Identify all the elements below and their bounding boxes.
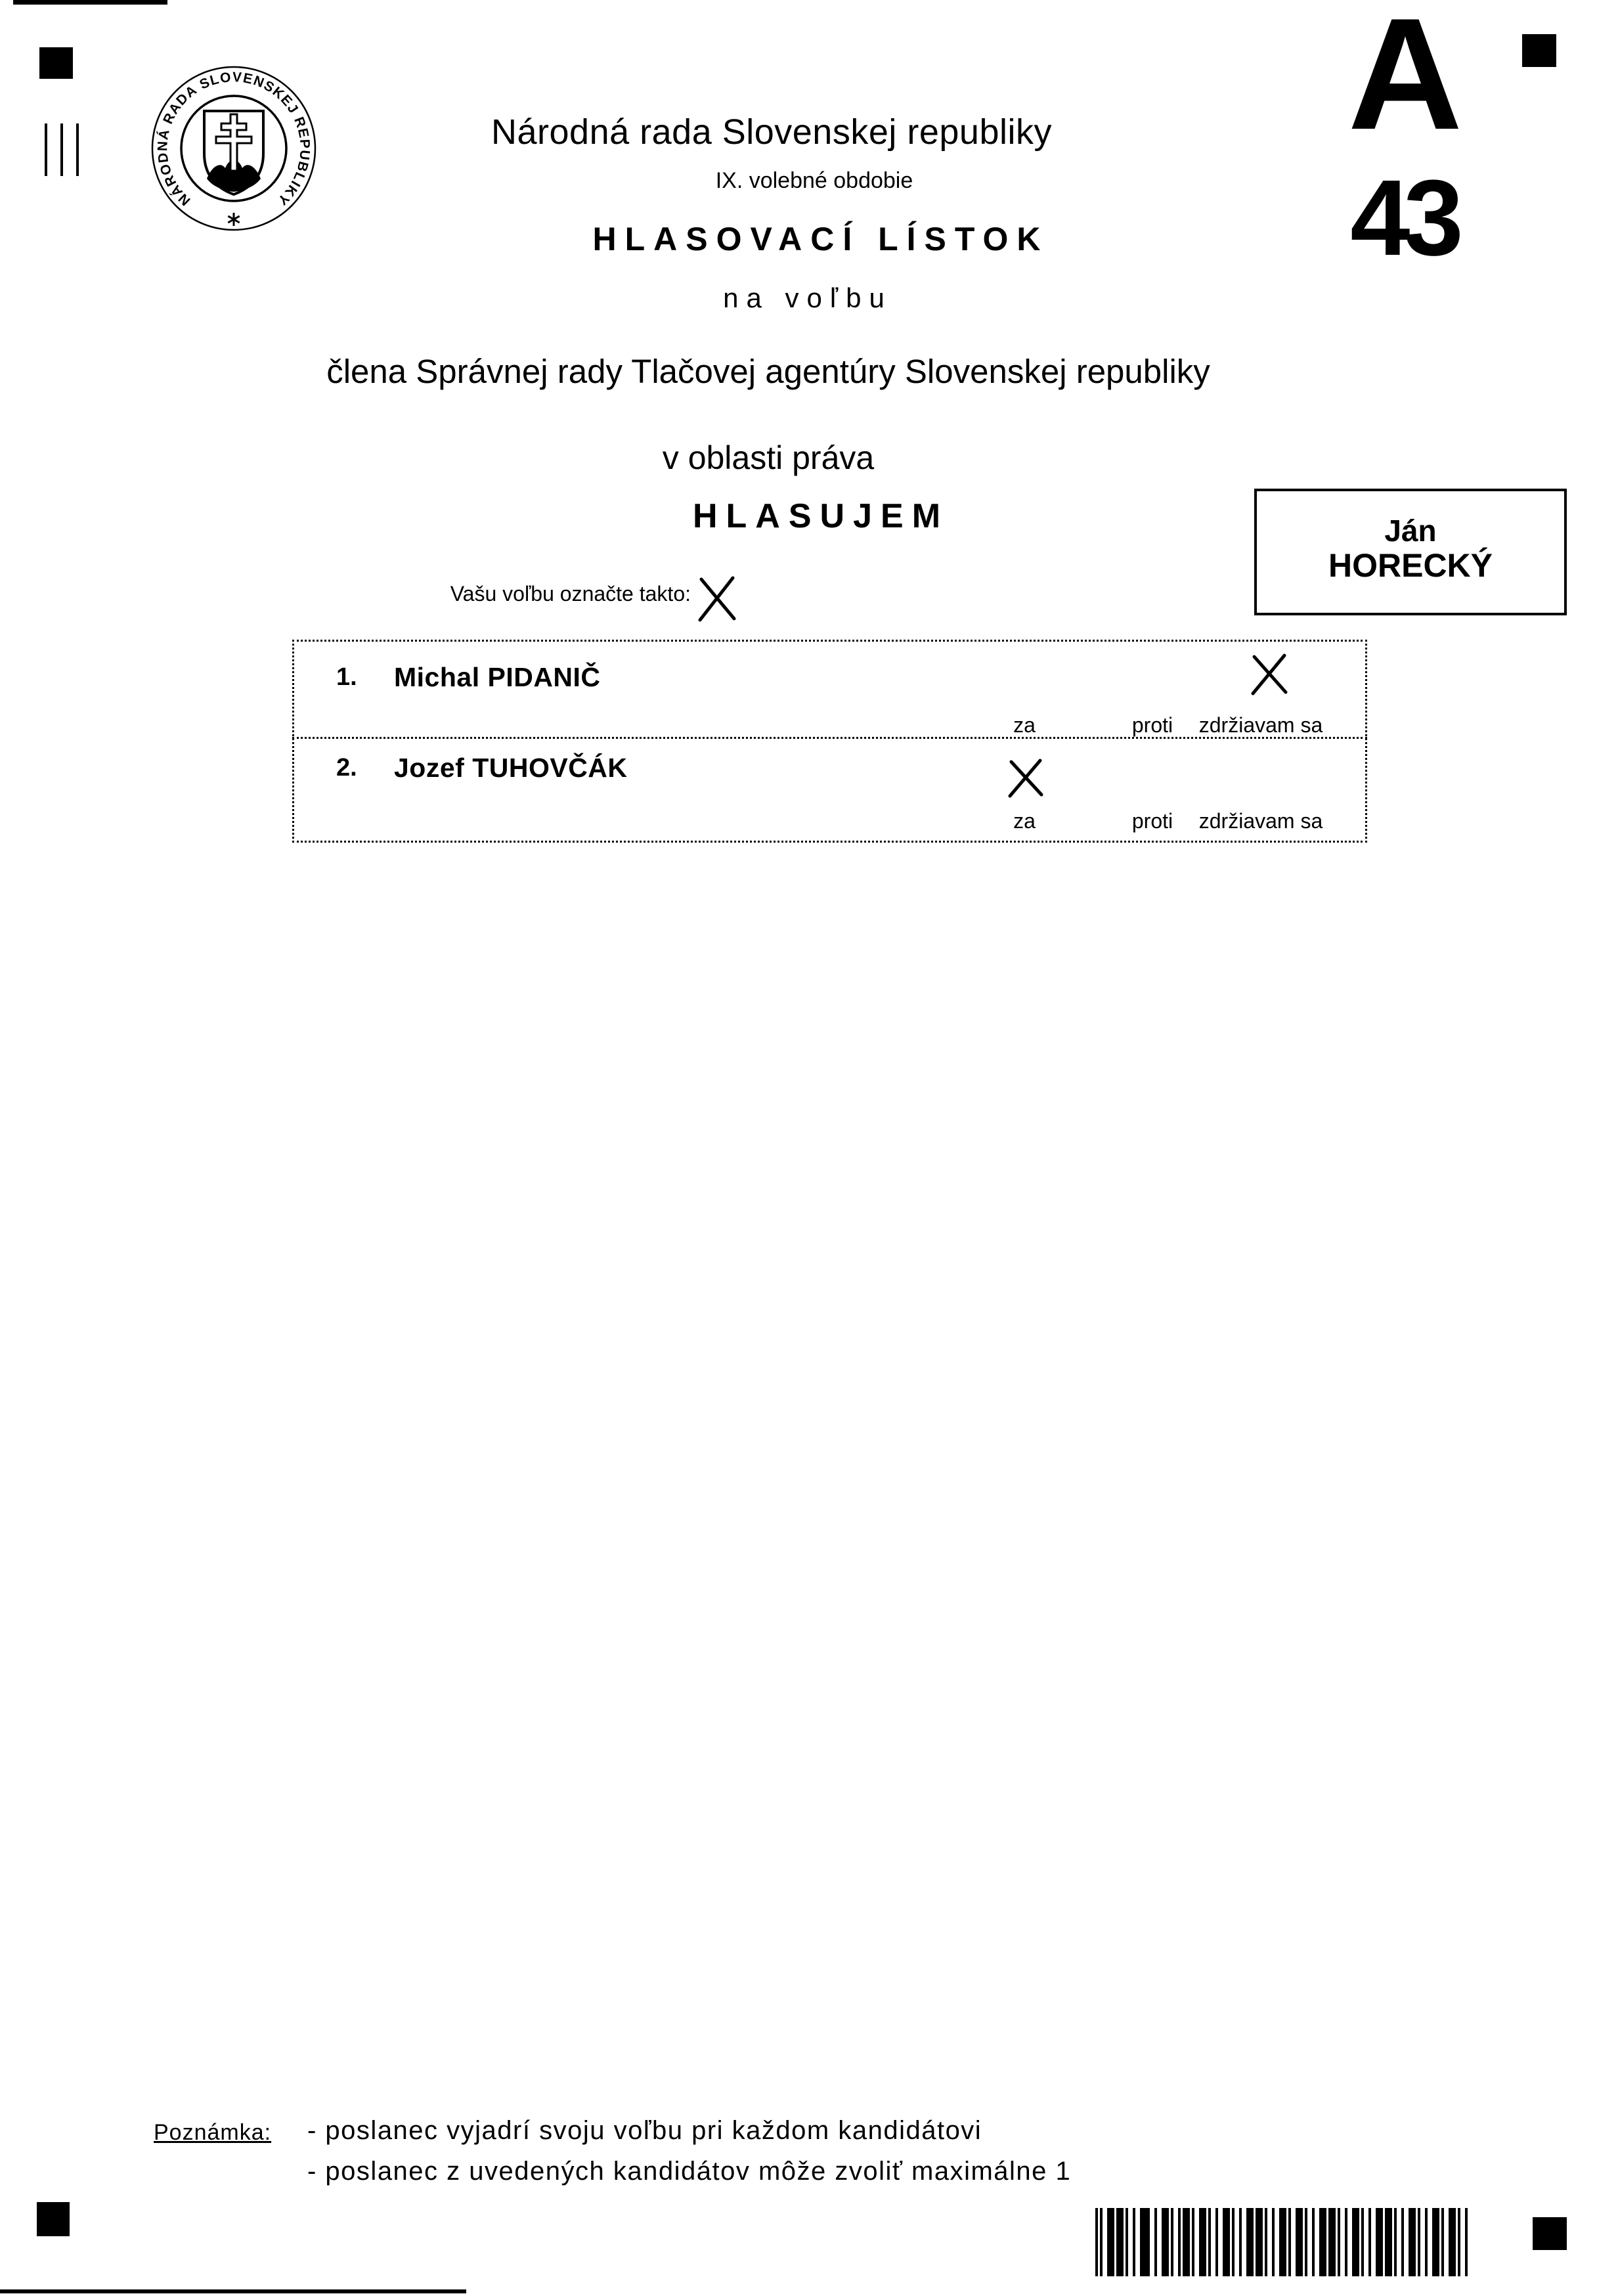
scan-artifact-bottom-line	[0, 2289, 466, 2293]
footnote-line-2: - poslanec z uvedených kandidátov môže zvoliť maximálne 1	[307, 2157, 1072, 2186]
sample-x-mark-icon	[695, 575, 741, 623]
voter-last-name: HORECKÝ	[1328, 547, 1493, 584]
ballot-subtitle: na voľbu	[723, 282, 892, 313]
organization-title: Národná rada Slovenskej republiky	[491, 112, 1052, 152]
registration-line	[60, 123, 63, 176]
candidate-name: Michal PIDANIČ	[394, 662, 601, 692]
ballot-code-letter: A	[1347, 0, 1463, 163]
election-subject: člena Správnej rady Tlačovej agentúry Slovenskej republiky	[326, 353, 1210, 390]
corner-mark-bottom-left	[37, 2202, 70, 2236]
candidate-name: Jozef TUHOVČÁK	[394, 753, 628, 783]
mark-instruction: Vašu voľbu označte takto:	[450, 582, 691, 606]
candidate-number: 2.	[336, 754, 357, 782]
vote-heading: HLASUJEM	[692, 497, 950, 535]
voter-first-name: Ján	[1384, 514, 1437, 548]
option-label-proti: proti	[1131, 713, 1173, 737]
ballot-code-number: 43	[1350, 158, 1457, 278]
election-area: v oblasti práva	[662, 439, 875, 476]
vote-x-mark-zdrziavam	[1245, 651, 1294, 697]
candidate-number: 1.	[336, 663, 357, 691]
footnote-line-1: - poslanec vyjadrí svoju voľbu pri každom kandidátovi	[307, 2116, 982, 2145]
registration-line	[76, 123, 79, 176]
nrsr-seal	[148, 63, 319, 234]
vote-x-mark-za	[1003, 758, 1049, 799]
option-label-zdrziavam: zdržiavam sa	[1198, 713, 1323, 737]
corner-mark-bottom-right	[1533, 2217, 1567, 2250]
barcode	[1095, 2208, 1471, 2276]
voter-name-box	[1254, 489, 1567, 615]
candidate-row-1	[292, 642, 1367, 739]
option-label-za: za	[1013, 713, 1036, 737]
option-label-proti: proti	[1131, 809, 1173, 833]
scan-artifact-top-line	[13, 0, 167, 5]
option-label-zdrziavam: zdržiavam sa	[1198, 809, 1323, 833]
registration-line	[45, 123, 47, 176]
option-label-za: za	[1013, 809, 1036, 833]
term-line: IX. volebné obdobie	[715, 168, 913, 193]
seal-star-icon	[228, 213, 239, 226]
corner-mark-top-left	[39, 47, 73, 79]
corner-mark-top-right	[1522, 34, 1556, 67]
seal-ring-text: NÁRODNÁ RADA SLOVENSKEJ REPUBLIKY	[155, 70, 313, 209]
slovak-coat-of-arms-icon	[204, 111, 263, 194]
ballot-title: HLASOVACÍ LÍSTOK	[592, 221, 1049, 257]
candidate-row-2	[292, 739, 1367, 836]
footnote-label: Poznámka:	[154, 2120, 272, 2145]
